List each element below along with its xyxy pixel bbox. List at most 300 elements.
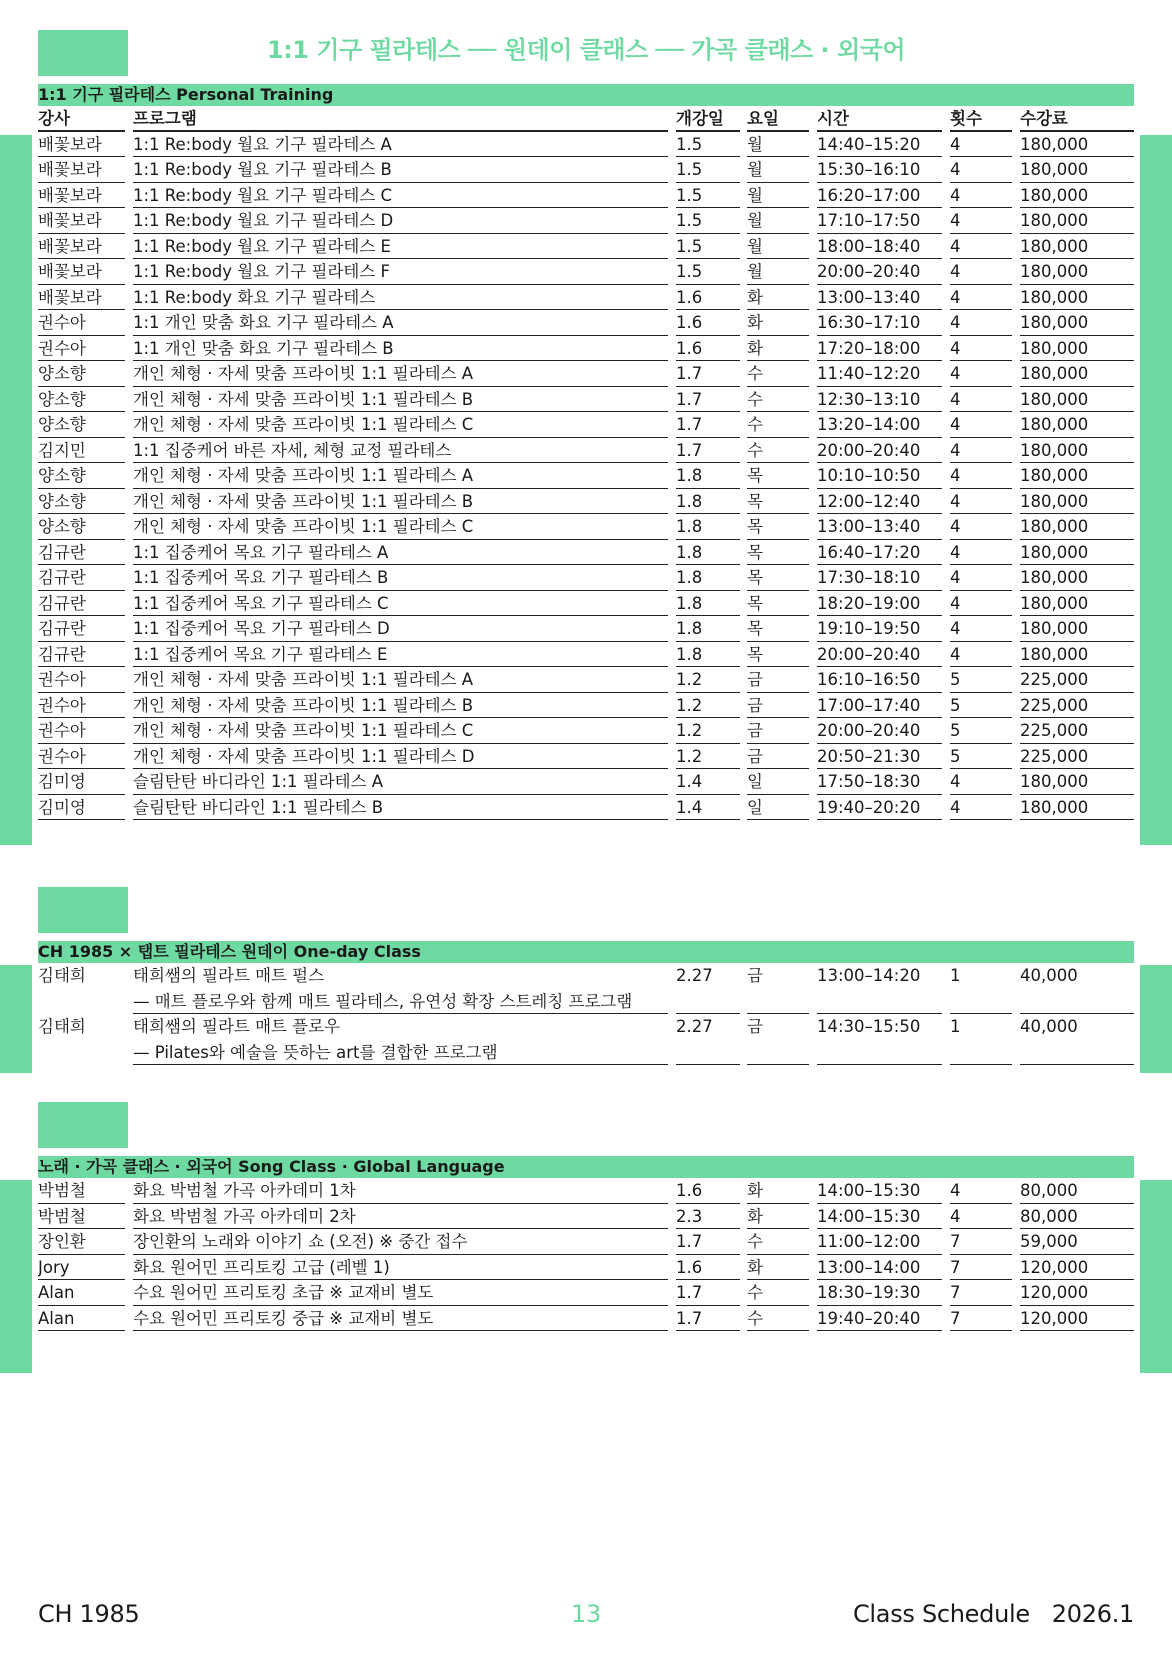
- cell-start-date: 1.8: [676, 591, 740, 617]
- section-marker-1: [38, 30, 128, 76]
- cell-time: 17:00–17:40: [817, 693, 942, 719]
- cell-time: 17:20–18:00: [817, 336, 942, 362]
- table-row: [38, 1229, 1134, 1255]
- cell-time: 16:10–16:50: [817, 667, 942, 693]
- cell-program: 개인 체형 · 자세 맞춤 프라이빗 1:1 필라테스 C: [133, 412, 668, 438]
- cell-instructor: 권수아: [38, 667, 125, 693]
- cell-fee: 180,000: [1020, 540, 1134, 566]
- table-row: [38, 336, 1134, 362]
- table-row: [38, 463, 1134, 489]
- cell-instructor: Alan: [38, 1280, 125, 1306]
- cell-program: 1:1 Re:body 월요 기구 필라테스 B: [133, 157, 668, 183]
- cell-sessions: 4: [950, 208, 1012, 234]
- cell-program: 태희쌤의 필라트 매트 플로우: [133, 1017, 341, 1036]
- side-bar-right-3: [1140, 1180, 1172, 1373]
- cell-fee: 120,000: [1020, 1280, 1134, 1306]
- cell-start-date: 1.8: [676, 540, 740, 566]
- cell-day: 화: [747, 285, 809, 311]
- cell-sessions: 4: [950, 361, 1012, 387]
- cell-program: 1:1 Re:body 월요 기구 필라테스 D: [133, 208, 668, 234]
- cell-program: 화요 박범철 가곡 아카데미 2차: [133, 1204, 668, 1230]
- cell-instructor: 양소향: [38, 361, 125, 387]
- cell-start-date: 2.3: [676, 1204, 740, 1230]
- cell-instructor: 양소향: [38, 412, 125, 438]
- cell-day: 수: [747, 1306, 809, 1332]
- cell-instructor: 배꽃보라: [38, 208, 125, 234]
- footer-page-number: 13: [571, 1600, 601, 1628]
- cell-day: 월: [747, 183, 809, 209]
- cell-program: 장인환의 노래와 이야기 쇼 (오전) ※ 중간 접수: [133, 1229, 668, 1255]
- cell-sessions: 4: [950, 616, 1012, 642]
- cell-instructor: 권수아: [38, 744, 125, 770]
- cell-fee: 225,000: [1020, 693, 1134, 719]
- cell-instructor: 김지민: [38, 438, 125, 464]
- cell-empty: [950, 989, 1012, 1015]
- cell-day: 목: [747, 540, 809, 566]
- section-personal-training: [38, 84, 1134, 820]
- cell-time: 14:00–15:30: [817, 1178, 942, 1204]
- cell-start-date: 1.6: [676, 1255, 740, 1281]
- cell-instructor: Alan: [38, 1306, 125, 1332]
- table-row: [38, 795, 1134, 821]
- cell-day: 수: [747, 412, 809, 438]
- cell-day: 수: [747, 387, 809, 413]
- table-row: [38, 1255, 1134, 1281]
- cell-day: 월: [747, 157, 809, 183]
- col-time: 시간: [817, 106, 942, 132]
- cell-fee: 180,000: [1020, 412, 1134, 438]
- table-row: [38, 285, 1134, 311]
- table-row: [38, 667, 1134, 693]
- cell-fee: 180,000: [1020, 157, 1134, 183]
- col-program: 프로그램: [133, 106, 668, 132]
- cell-instructor: 양소향: [38, 387, 125, 413]
- cell-instructor: 배꽃보라: [38, 183, 125, 209]
- cell-time: 17:50–18:30: [817, 769, 942, 795]
- cell-fee: 180,000: [1020, 565, 1134, 591]
- cell-fee: 180,000: [1020, 285, 1134, 311]
- table-row: [38, 1280, 1134, 1306]
- cell-sessions: 7: [950, 1255, 1012, 1281]
- table-row: [38, 412, 1134, 438]
- cell-day: 금: [747, 718, 809, 744]
- cell-instructor: 김미영: [38, 795, 125, 821]
- cell-instructor: 배꽃보라: [38, 234, 125, 260]
- cell-program: 태희쌤의 필라트 매트 펄스: [133, 966, 325, 985]
- cell-program: 화요 박범철 가곡 아카데미 1차: [133, 1178, 668, 1204]
- cell-instructor: 권수아: [38, 718, 125, 744]
- cell-time: 16:40–17:20: [817, 540, 942, 566]
- cell-time: 14:30–15:50: [817, 1017, 921, 1036]
- cell-sessions: 4: [950, 1178, 1012, 1204]
- cell-sessions: 4: [950, 565, 1012, 591]
- cell-program: 개인 체형 · 자세 맞춤 프라이빗 1:1 필라테스 B: [133, 693, 668, 719]
- table-row: [38, 693, 1134, 719]
- cell-sessions: 4: [950, 234, 1012, 260]
- cell-empty: [676, 989, 740, 1015]
- cell-start-date: 1.6: [676, 310, 740, 336]
- cell-fee: 180,000: [1020, 514, 1134, 540]
- cell-instructor: 장인환: [38, 1229, 125, 1255]
- cell-program: 1:1 집중케어 목요 기구 필라테스 C: [133, 591, 668, 617]
- cell-empty: [38, 1040, 125, 1066]
- section-song-language: [38, 1156, 1134, 1331]
- table-row: [38, 234, 1134, 260]
- section-title: 1:1 기구 필라테스 Personal Training: [38, 84, 1134, 106]
- cell-start-date: 2.27: [676, 966, 713, 985]
- cell-time: 19:40–20:20: [817, 795, 942, 821]
- cell-fee: 180,000: [1020, 336, 1134, 362]
- cell-start-date: 2.27: [676, 1017, 713, 1036]
- cell-fee: 180,000: [1020, 259, 1134, 285]
- cell-start-date: 1.7: [676, 387, 740, 413]
- cell-sessions: 7: [950, 1306, 1012, 1332]
- table-row: [38, 208, 1134, 234]
- cell-start-date: 1.7: [676, 412, 740, 438]
- cell-empty: [1020, 989, 1134, 1015]
- cell-program: 1:1 Re:body 월요 기구 필라테스 F: [133, 259, 668, 285]
- col-sessions: 횟수: [950, 106, 1012, 132]
- cell-sessions: 4: [950, 259, 1012, 285]
- cell-fee: 180,000: [1020, 387, 1134, 413]
- cell-start-date: 1.4: [676, 769, 740, 795]
- footer-schedule: Class Schedule 2026.1: [852, 1600, 1134, 1628]
- section-title: 노래 · 가곡 클래스 · 외국어 Song Class · Global Language: [38, 1156, 1134, 1178]
- cell-time: 20:00–20:40: [817, 718, 942, 744]
- cell-instructor: 양소향: [38, 489, 125, 515]
- cell-sessions: 4: [950, 463, 1012, 489]
- cell-program: 슬림탄탄 바디라인 1:1 필라테스 A: [133, 769, 668, 795]
- cell-instructor: 박범철: [38, 1204, 125, 1230]
- cell-day: 수: [747, 361, 809, 387]
- cell-day: 목: [747, 616, 809, 642]
- cell-time: 13:00–13:40: [817, 285, 942, 311]
- cell-sessions: 5: [950, 693, 1012, 719]
- cell-fee: 225,000: [1020, 744, 1134, 770]
- table-row: [38, 1014, 1134, 1040]
- cell-start-date: 1.6: [676, 1178, 740, 1204]
- cell-instructor: 권수아: [38, 336, 125, 362]
- cell-empty: [1020, 1040, 1134, 1066]
- cell-time: 20:00–20:40: [817, 259, 942, 285]
- cell-fee: 225,000: [1020, 667, 1134, 693]
- table-row: [38, 642, 1134, 668]
- cell-fee: 120,000: [1020, 1306, 1134, 1332]
- cell-program: 1:1 집중케어 목요 기구 필라테스 B: [133, 565, 668, 591]
- section-title: CH 1985 × 탭트 필라테스 원데이 One-day Class: [38, 941, 1134, 963]
- cell-sessions: 4: [950, 489, 1012, 515]
- cell-empty: [747, 989, 809, 1015]
- cell-start-date: 1.5: [676, 132, 740, 158]
- cell-sessions: 4: [950, 642, 1012, 668]
- cell-program: 1:1 Re:body 월요 기구 필라테스 C: [133, 183, 668, 209]
- cell-fee: 180,000: [1020, 489, 1134, 515]
- cell-start-date: 1.8: [676, 489, 740, 515]
- cell-time: 10:10–10:50: [817, 463, 942, 489]
- cell-start-date: 1.2: [676, 667, 740, 693]
- cell-empty: [676, 1040, 740, 1066]
- cell-instructor: 배꽃보라: [38, 157, 125, 183]
- cell-day: 일: [747, 769, 809, 795]
- cell-sessions: 4: [950, 183, 1012, 209]
- cell-sessions: 4: [950, 412, 1012, 438]
- table-row: [38, 489, 1134, 515]
- cell-program: 개인 체형 · 자세 맞춤 프라이빗 1:1 필라테스 A: [133, 667, 668, 693]
- cell-instructor: 배꽃보라: [38, 132, 125, 158]
- cell-time: 18:00–18:40: [817, 234, 942, 260]
- cell-sessions: 4: [950, 540, 1012, 566]
- cell-day: 화: [747, 336, 809, 362]
- cell-fee: 180,000: [1020, 183, 1134, 209]
- cell-time: 19:10–19:50: [817, 616, 942, 642]
- cell-program: 1:1 Re:body 월요 기구 필라테스 E: [133, 234, 668, 260]
- cell-start-date: 1.5: [676, 208, 740, 234]
- cell-time: 14:40–15:20: [817, 132, 942, 158]
- cell-sessions: 1: [950, 966, 961, 985]
- cell-start-date: 1.8: [676, 565, 740, 591]
- cell-program: 개인 체형 · 자세 맞춤 프라이빗 1:1 필라테스 C: [133, 514, 668, 540]
- cell-time: 18:20–19:00: [817, 591, 942, 617]
- cell-instructor: 배꽃보라: [38, 285, 125, 311]
- cell-instructor: 김태희: [38, 1017, 86, 1036]
- cell-sessions: 4: [950, 1204, 1012, 1230]
- cell-day: 화: [747, 310, 809, 336]
- cell-time: 20:00–20:40: [817, 642, 942, 668]
- cell-time: 18:30–19:30: [817, 1280, 942, 1306]
- table-row: [38, 183, 1134, 209]
- table-row: [38, 963, 1134, 989]
- cell-start-date: 1.7: [676, 438, 740, 464]
- cell-fee: 180,000: [1020, 591, 1134, 617]
- cell-program: 개인 체형 · 자세 맞춤 프라이빗 1:1 필라테스 A: [133, 463, 668, 489]
- table-row: [38, 259, 1134, 285]
- footer-brand: CH 1985: [38, 1600, 140, 1628]
- cell-time: 13:00–13:40: [817, 514, 942, 540]
- cell-instructor: 김규란: [38, 591, 125, 617]
- table-row: [38, 157, 1134, 183]
- cell-instructor: 김규란: [38, 540, 125, 566]
- cell-time: 20:00–20:40: [817, 438, 942, 464]
- cell-start-date: 1.7: [676, 1306, 740, 1332]
- cell-day: 화: [747, 1178, 809, 1204]
- cell-start-date: 1.5: [676, 183, 740, 209]
- cell-program: 1:1 개인 맞춤 화요 기구 필라테스 B: [133, 336, 668, 362]
- table-row: [38, 744, 1134, 770]
- cell-day: 일: [747, 795, 809, 821]
- side-bar-left-1: [0, 135, 32, 845]
- cell-time: 13:20–14:00: [817, 412, 942, 438]
- cell-time: 20:50–21:30: [817, 744, 942, 770]
- page-title: 1:1 기구 필라테스 ── 원데이 클래스 ── 가곡 클래스 · 외국어: [266, 36, 906, 64]
- cell-sessions: 5: [950, 667, 1012, 693]
- cell-time: 16:20–17:00: [817, 183, 942, 209]
- cell-sessions: 4: [950, 285, 1012, 311]
- cell-time: 12:30–13:10: [817, 387, 942, 413]
- cell-program: 개인 체형 · 자세 맞춤 프라이빗 1:1 필라테스 C: [133, 718, 668, 744]
- cell-start-date: 1.8: [676, 616, 740, 642]
- cell-start-date: 1.5: [676, 259, 740, 285]
- cell-fee: 59,000: [1020, 1229, 1134, 1255]
- cell-program: 1:1 Re:body 월요 기구 필라테스 A: [133, 132, 668, 158]
- cell-program: 수요 원어민 프리토킹 초급 ※ 교재비 별도: [133, 1280, 668, 1306]
- table-row: [38, 1204, 1134, 1230]
- cell-program: 1:1 집중케어 목요 기구 필라테스 E: [133, 642, 668, 668]
- cell-start-date: 1.7: [676, 361, 740, 387]
- cell-start-date: 1.2: [676, 693, 740, 719]
- table-row: [38, 1178, 1134, 1204]
- cell-day: 금: [747, 744, 809, 770]
- cell-day: 금: [747, 1017, 763, 1036]
- cell-program: 수요 원어민 프리토킹 중급 ※ 교재비 별도: [133, 1306, 668, 1332]
- cell-empty: [817, 1040, 942, 1066]
- cell-fee: 180,000: [1020, 361, 1134, 387]
- cell-start-date: 1.7: [676, 1229, 740, 1255]
- cell-program: 개인 체형 · 자세 맞춤 프라이빗 1:1 필라테스 D: [133, 744, 668, 770]
- side-bar-left-2: [0, 965, 32, 1073]
- cell-instructor: 권수아: [38, 310, 125, 336]
- cell-sessions: 4: [950, 514, 1012, 540]
- cell-program: 화요 원어민 프리토킹 고급 (레벨 1): [133, 1255, 668, 1281]
- table-row: [38, 540, 1134, 566]
- table-row: [38, 769, 1134, 795]
- table-row: [38, 361, 1134, 387]
- cell-day: 월: [747, 132, 809, 158]
- table-row: [38, 565, 1134, 591]
- cell-fee: 180,000: [1020, 438, 1134, 464]
- cell-time: 12:00–12:40: [817, 489, 942, 515]
- cell-fee: 80,000: [1020, 1178, 1134, 1204]
- section-marker-3: [38, 1102, 128, 1148]
- cell-sessions: 4: [950, 795, 1012, 821]
- cell-sessions: 1: [950, 1017, 961, 1036]
- cell-day: 월: [747, 234, 809, 260]
- cell-program: 1:1 집중케어 목요 기구 필라테스 A: [133, 540, 668, 566]
- cell-start-date: 1.2: [676, 744, 740, 770]
- table-row: [38, 438, 1134, 464]
- col-instructor: 강사: [38, 106, 125, 132]
- section-one-day-class: [38, 941, 1134, 1065]
- column-header-row: [38, 106, 1134, 132]
- cell-time: 17:10–17:50: [817, 208, 942, 234]
- cell-program: 슬림탄탄 바디라인 1:1 필라테스 B: [133, 795, 668, 821]
- cell-program: 1:1 집중케어 바른 자세, 체형 교정 필라테스: [133, 438, 668, 464]
- cell-sessions: 5: [950, 718, 1012, 744]
- cell-program: 1:1 개인 맞춤 화요 기구 필라테스 A: [133, 310, 668, 336]
- col-fee: 수강료: [1020, 106, 1134, 132]
- side-bar-right-1: [1140, 135, 1172, 845]
- col-day: 요일: [747, 106, 809, 132]
- cell-time: 11:40–12:20: [817, 361, 942, 387]
- cell-sessions: 4: [950, 387, 1012, 413]
- cell-fee: 225,000: [1020, 718, 1134, 744]
- cell-day: 수: [747, 1229, 809, 1255]
- cell-sessions: 4: [950, 769, 1012, 795]
- cell-fee: 180,000: [1020, 463, 1134, 489]
- table-row: [38, 591, 1134, 617]
- table-row: [38, 514, 1134, 540]
- cell-sessions: 4: [950, 132, 1012, 158]
- side-bar-left-3: [0, 1180, 32, 1373]
- cell-time: 17:30–18:10: [817, 565, 942, 591]
- cell-instructor: 김규란: [38, 565, 125, 591]
- cell-empty: [950, 1040, 1012, 1066]
- cell-day: 목: [747, 514, 809, 540]
- cell-sessions: 4: [950, 438, 1012, 464]
- side-bar-right-2: [1140, 965, 1172, 1073]
- cell-instructor: 김규란: [38, 642, 125, 668]
- cell-description: — 매트 플로우와 함께 매트 필라테스, 유연성 확장 스트레칭 프로그램: [133, 989, 668, 1015]
- cell-day: 목: [747, 463, 809, 489]
- cell-instructor: 양소향: [38, 514, 125, 540]
- cell-day: 금: [747, 667, 809, 693]
- cell-day: 금: [747, 966, 763, 985]
- cell-fee: 40,000: [1020, 966, 1078, 985]
- table-row: [38, 387, 1134, 413]
- cell-program: 개인 체형 · 자세 맞춤 프라이빗 1:1 필라테스 B: [133, 489, 668, 515]
- cell-start-date: 1.7: [676, 1280, 740, 1306]
- cell-fee: 180,000: [1020, 642, 1134, 668]
- cell-start-date: 1.6: [676, 336, 740, 362]
- table-subrow: [38, 989, 1134, 1015]
- cell-instructor: 권수아: [38, 693, 125, 719]
- cell-time: 16:30–17:10: [817, 310, 942, 336]
- cell-start-date: 1.6: [676, 285, 740, 311]
- cell-day: 목: [747, 642, 809, 668]
- section-marker-2: [38, 887, 128, 933]
- cell-program: 1:1 집중케어 목요 기구 필라테스 D: [133, 616, 668, 642]
- cell-instructor: 김태희: [38, 966, 86, 985]
- cell-start-date: 1.4: [676, 795, 740, 821]
- cell-instructor: 박범철: [38, 1178, 125, 1204]
- cell-fee: 180,000: [1020, 795, 1134, 821]
- cell-day: 목: [747, 591, 809, 617]
- cell-fee: 180,000: [1020, 208, 1134, 234]
- cell-description: — Pilates와 예술을 뜻하는 art를 결합한 프로그램: [133, 1040, 668, 1066]
- cell-instructor: 배꽃보라: [38, 259, 125, 285]
- cell-time: 14:00–15:30: [817, 1204, 942, 1230]
- cell-day: 월: [747, 208, 809, 234]
- col-start-date: 개강일: [676, 106, 740, 132]
- cell-instructor: 양소향: [38, 463, 125, 489]
- cell-sessions: 4: [950, 336, 1012, 362]
- cell-fee: 180,000: [1020, 310, 1134, 336]
- cell-time: 13:00–14:20: [817, 966, 921, 985]
- cell-sessions: 4: [950, 310, 1012, 336]
- cell-fee: 180,000: [1020, 769, 1134, 795]
- cell-empty: [817, 989, 942, 1015]
- cell-sessions: 7: [950, 1229, 1012, 1255]
- cell-day: 금: [747, 693, 809, 719]
- cell-time: 15:30–16:10: [817, 157, 942, 183]
- cell-day: 수: [747, 1280, 809, 1306]
- cell-fee: 40,000: [1020, 1017, 1078, 1036]
- cell-day: 목: [747, 565, 809, 591]
- cell-day: 목: [747, 489, 809, 515]
- cell-day: 화: [747, 1204, 809, 1230]
- cell-day: 월: [747, 259, 809, 285]
- cell-instructor: 김규란: [38, 616, 125, 642]
- cell-day: 수: [747, 438, 809, 464]
- cell-instructor: 김미영: [38, 769, 125, 795]
- cell-fee: 180,000: [1020, 132, 1134, 158]
- cell-fee: 120,000: [1020, 1255, 1134, 1281]
- cell-sessions: 7: [950, 1280, 1012, 1306]
- cell-start-date: 1.8: [676, 642, 740, 668]
- cell-program: 개인 체형 · 자세 맞춤 프라이빗 1:1 필라테스 B: [133, 387, 668, 413]
- cell-sessions: 5: [950, 744, 1012, 770]
- cell-sessions: 4: [950, 591, 1012, 617]
- table-row: [38, 132, 1134, 158]
